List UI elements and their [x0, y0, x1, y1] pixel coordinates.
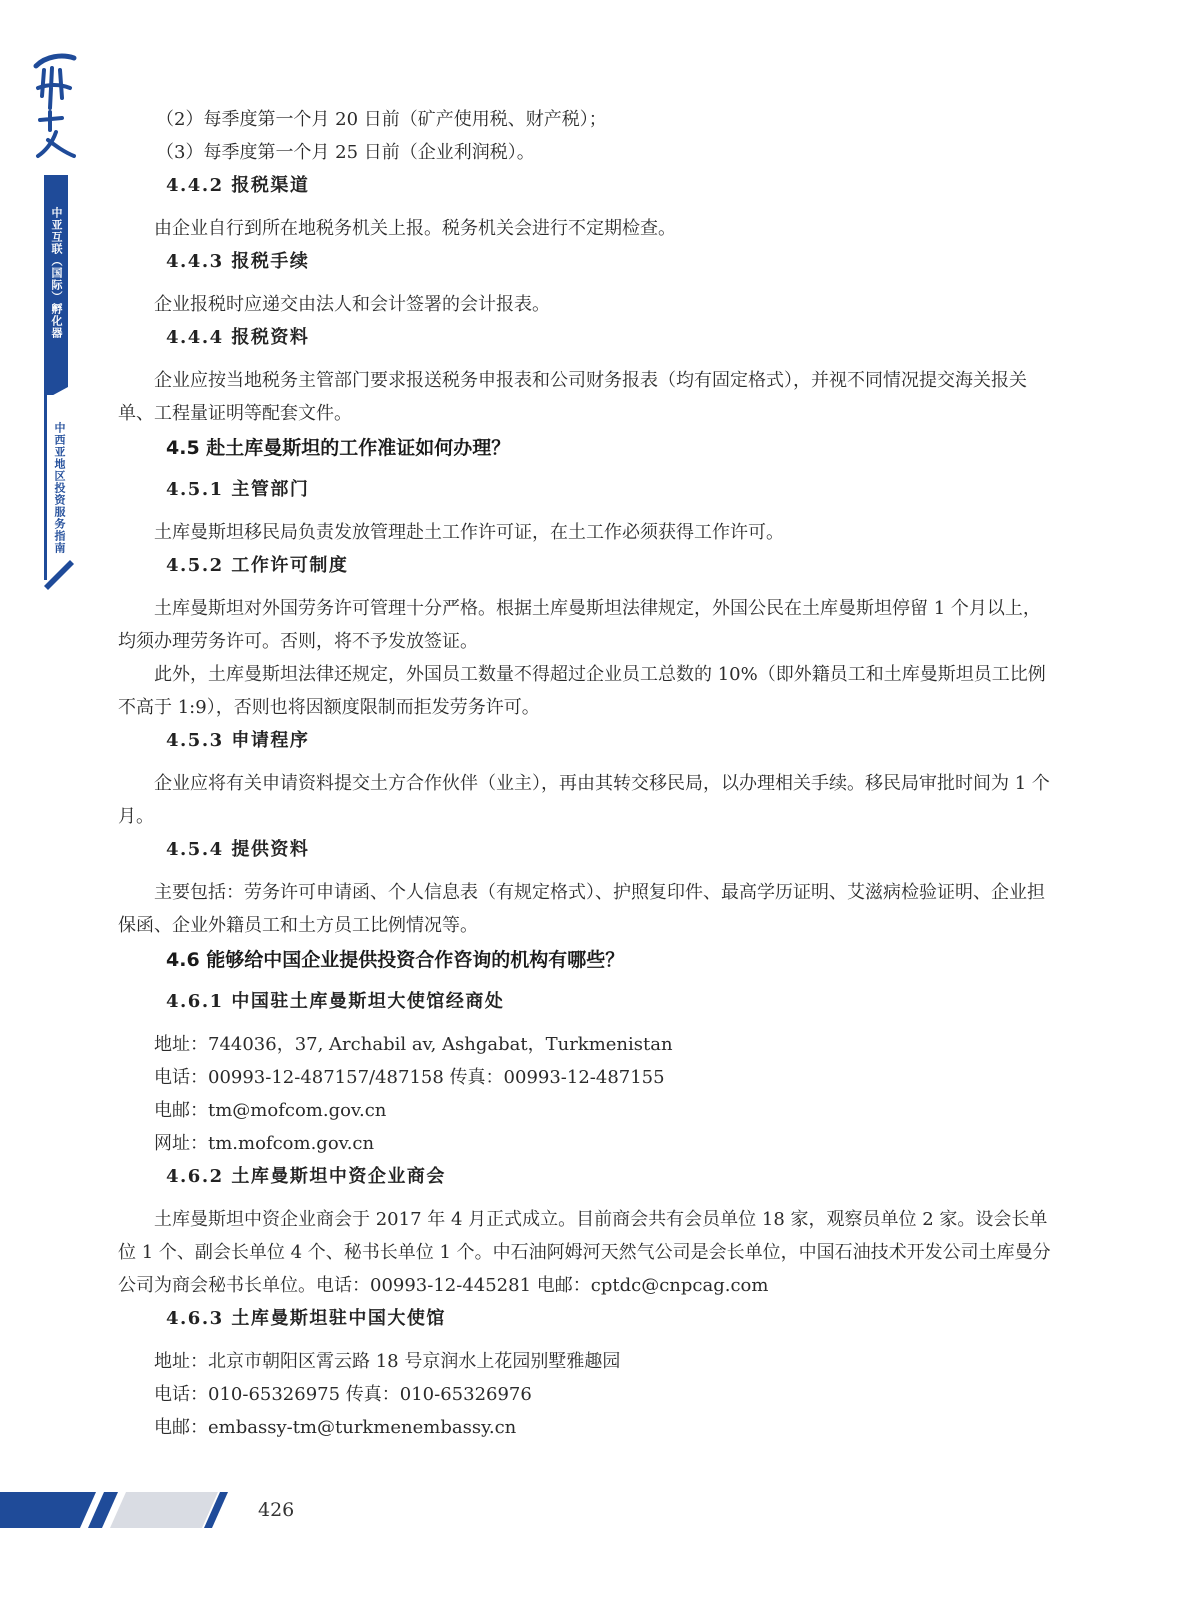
belt-road-logo	[30, 48, 78, 168]
heading-4-6-1: 4.6.1 中国驻土库曼斯坦大使馆经商处	[166, 991, 505, 1012]
paragraph-4-5-2b: 此外，土库曼斯坦法律还规定，外国员工数量不得超过企业员工总数的 10%（即外籍员工和土库曼斯坦员工比例不高于 1:9），否则也将因额度限制而拒发劳务许可。	[118, 664, 1046, 718]
embassy-address: 地址：北京市朝阳区霄云路 18 号京润水上花园别墅雅趣园	[154, 1351, 621, 1372]
embassy-email: 电邮：embassy-tm@turkmenembassy.cn	[154, 1417, 517, 1438]
deadline-item-2: （2）每季度第一个月 20 日前（矿产使用税、财产税）；	[156, 109, 607, 130]
sidebar-label-1: 中亚互联（国际）孵化器	[50, 206, 63, 339]
heading-4-5-2: 4.5.2 工作许可制度	[166, 555, 349, 576]
paragraph-4-4-3: 企业报税时应递交由法人和会计签署的会计报表。	[154, 294, 550, 315]
heading-4-6-2: 4.6.2 土库曼斯坦中资企业商会	[166, 1166, 446, 1187]
sidebar-label-block-1	[44, 175, 68, 370]
heading-4-4-4: 4.4.4 报税资料	[166, 327, 310, 348]
heading-4-5-1: 4.5.1 主管部门	[166, 479, 310, 500]
paragraph-4-4-2: 由企业自行到所在地税务机关上报。税务机关会进行不定期检查。	[154, 218, 676, 239]
paragraph-4-5-3: 企业应将有关申请资料提交土方合作伙伴（业主），再由其转交移民局，以办理相关手续。移民局审批时间为 1 个月。	[118, 773, 1050, 827]
embassy-office-phone: 电话：00993-12-487157/487158 传真：00993-12-487155	[154, 1067, 665, 1088]
page-number: 426	[258, 1499, 295, 1521]
paragraph-4-5-1: 土库曼斯坦移民局负责发放管理赴土工作许可证，在土工作必须获得工作许可。	[154, 522, 784, 543]
embassy-phone: 电话：010-65326975 传真：010-65326976	[154, 1384, 532, 1405]
heading-4-6: 4.6 能够给中国企业提供投资合作咨询的机构有哪些？	[166, 949, 625, 971]
heading-4-4-3: 4.4.3 报税手续	[166, 251, 310, 272]
deadline-item-3: （3）每季度第一个月 25 日前（企业利润税）。	[156, 142, 535, 163]
heading-4-5-3: 4.5.3 申请程序	[166, 730, 310, 751]
footer-stripes-decoration	[0, 1490, 230, 1530]
paragraph-4-6-2: 土库曼斯坦中资企业商会于 2017 年 4 月正式成立。目前商会共有会员单位 18 家，观察员单位 2 家。设会长单位 1 个、副会长单位 4 个、秘书长单位 1 个。中石油阿姆河天然气公司是会长单位，中国石油技术开发公司土库曼分公司为商会秘书长单位。电话：00993-12-445281 电邮：cptdc@cnpcag.com	[118, 1209, 1051, 1296]
embassy-office-email: 电邮：tm@mofcom.gov.cn	[154, 1100, 387, 1121]
heading-4-5: 4.5 赴土库曼斯坦的工作准证如何办理？	[166, 437, 511, 459]
document-body	[118, 103, 1054, 1444]
sidebar-diagonal-end	[40, 560, 74, 590]
paragraph-4-4-4: 企业应按当地税务主管部门要求报送税务申报表和公司财务报表（均有固定格式），并视不同情况提交海关报关单、工程量证明等配套文件。	[118, 370, 1027, 424]
heading-4-6-3: 4.6.3 土库曼斯坦驻中国大使馆	[166, 1308, 446, 1329]
embassy-office-address: 地址：744036，37, Archabil av, Ashgabat，Turkmenistan	[154, 1034, 673, 1055]
heading-4-4-2: 4.4.2 报税渠道	[166, 175, 310, 196]
paragraph-4-5-4: 主要包括：劳务许可申请函、个人信息表（有规定格式）、护照复印件、最高学历证明、艾滋病检验证明、企业担保函、企业外籍员工和土方员工比例情况等。	[118, 882, 1045, 936]
embassy-office-website: 网址：tm.mofcom.gov.cn	[154, 1133, 375, 1154]
heading-4-5-4: 4.5.4 提供资料	[166, 839, 310, 860]
sidebar-label-block-2	[44, 395, 71, 580]
sidebar-label-2: 中西亚地区投资服务指南	[53, 421, 66, 554]
paragraph-4-5-2a: 土库曼斯坦对外国劳务许可管理十分严格。根据土库曼斯坦法律规定，外国公民在土库曼斯坦停留 1 个月以上，均须办理劳务许可。否则，将不予发放签证。	[118, 598, 1041, 652]
